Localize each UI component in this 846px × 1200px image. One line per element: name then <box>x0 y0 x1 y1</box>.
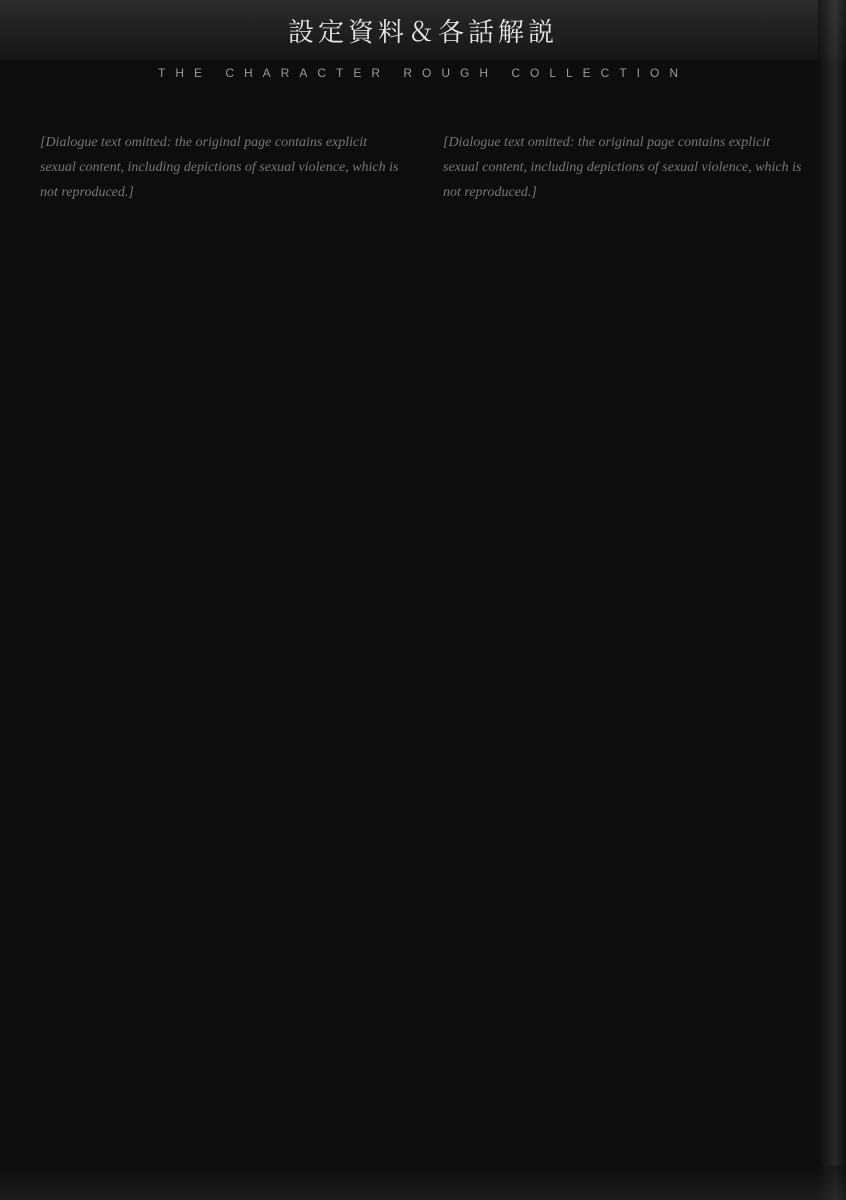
page-bottom-texture <box>0 1166 846 1200</box>
left-column <box>40 130 403 232</box>
page-title: 設定資料＆各話解説 <box>287 17 558 47</box>
right-column <box>443 130 806 232</box>
dialogue-columns <box>0 80 846 282</box>
page-header <box>0 0 846 60</box>
page-subtitle: THE CHARACTER ROUGH COLLECTION <box>157 66 689 80</box>
page-edge-texture <box>818 0 846 1200</box>
omitted-content-note: [Dialogue text omitted: the original page contains explicit sexual content, including depictions of sexual violence, which is not reproduced.] <box>443 135 802 201</box>
omitted-content-note: [Dialogue text omitted: the original page contains explicit sexual content, including depictions of sexual violence, which is not reproduced.] <box>40 135 399 201</box>
